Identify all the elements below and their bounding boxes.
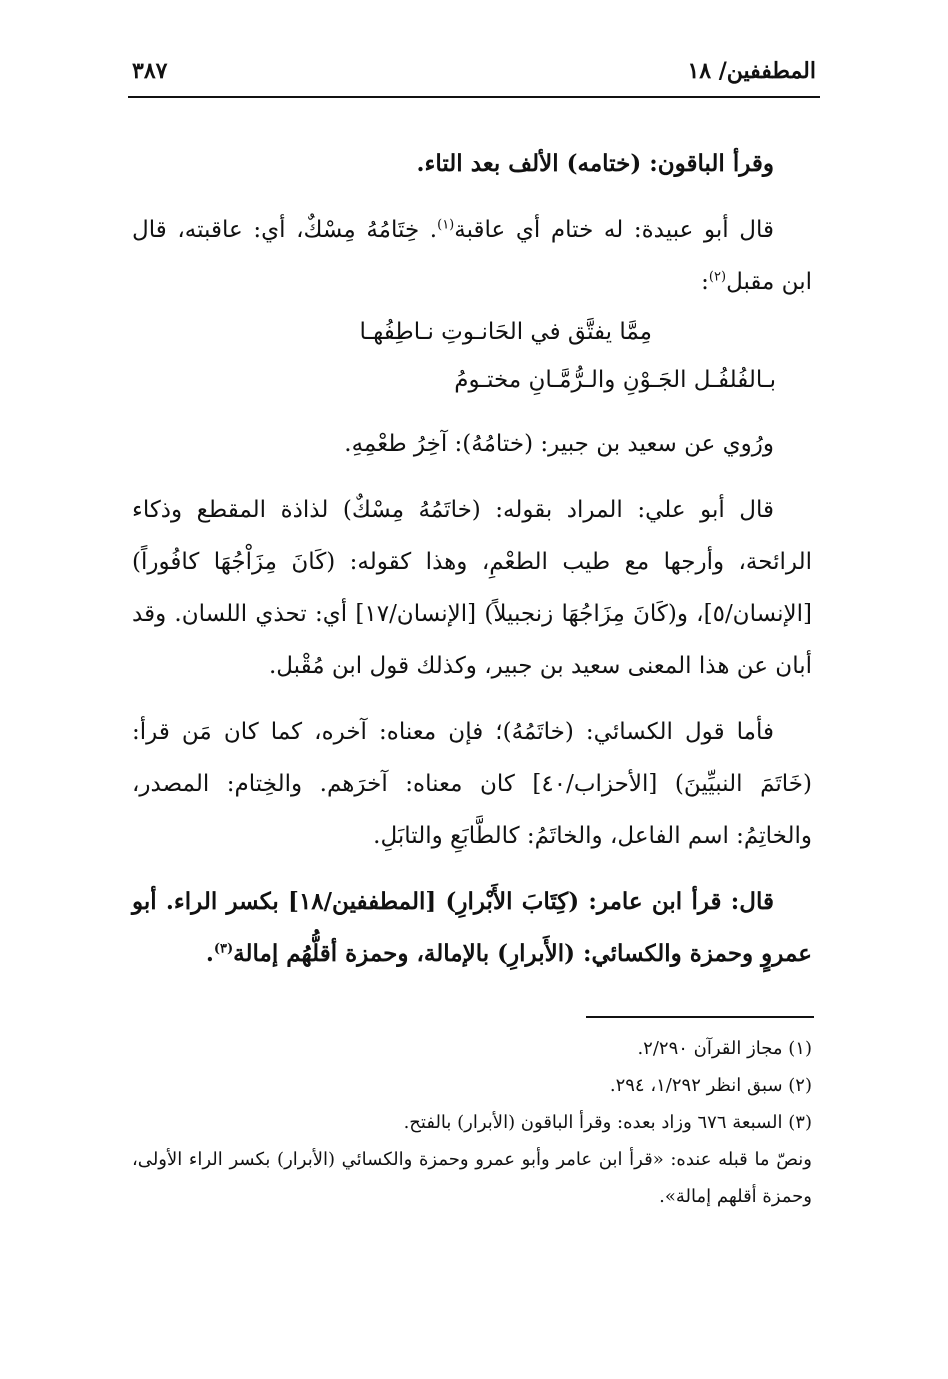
verse-line-2: بـالفُلفُـل الجَـوْنِ والـرُّمَّـانِ مختـومُ <box>454 367 776 393</box>
footnote-1: (١) مجاز القرآن ٢/٢٩٠. <box>637 1038 812 1059</box>
footnote-2: (٢) سبق انظر ١/٢٩٢، ٢٩٤. <box>609 1075 812 1096</box>
footnote-3: (٣) السبعة ٦٧٦ وزاد بعده: وقرأ الباقون (الأبرار) بالفتح. <box>403 1112 812 1133</box>
paragraph-6: قال: قرأ ابن عامر: (كِتَابَ الأَبْرارِ) [المطففين/١٨] بكسر الراء. أبو عمروٍ وحمزة والكسائي: (الأَبرارِ) بالإمالة، وحمزة أقلُّهُم إمالة$^{(٣)}$. <box>132 888 812 967</box>
footnote-ref-2[interactable]: (٢) <box>708 269 727 285</box>
footnote-3-continued: ونصّ ما قبله عنده: «قرأ ابن عامر وأبو عمرو وحمزة والكسائي (الأبرار) بكسر الراء الأولى، وحمزة أقلهم إمالة». <box>132 1149 812 1207</box>
paragraph-4: قال أبو علي: المراد بقوله: (خاتَمُهُ مِسْكٌ) لذاذة المقطع وذكاء الرائحة، وأرجها مع طيب الطعْمِ، وهذا كقوله: (كَانَ مِزَاْجُهَا كافُوراً) [الإنسان/٥]، و(كَانَ مِزَاجُهَا زنجبيلاً) [الإنسان/١٧] أي: تحذي اللسان. وقد أبان عن هذا المعنى سعيد بن جبير، وكذلك قول ابن مُقْبل. <box>132 497 812 679</box>
page-number: ٣٨٧ <box>132 58 168 84</box>
verse-line-1: مِمَّا يفتَّق في الحَانـوتِ نـاطِفُهـا <box>359 319 652 345</box>
footnotes <box>132 1030 812 1215</box>
running-head <box>132 58 816 94</box>
main-text <box>132 138 812 980</box>
surah-reference: المطففين/ ١٨ <box>687 58 816 84</box>
paragraph-2: قال أبو عبيدة: له ختام أي عاقبة$^{(١)}$. خِتَامُهُ مِسْكٌ، أي: عاقبته، قال ابن مقبل$^{(٢)}$: <box>132 217 812 295</box>
paragraph-5: فأما قول الكسائي: (خاتَمُهُ)؛ فإن معناه: آخره، كما كان مَن قرأ: (خَاتَمَ النبيِّينَ) [الأحزاب/٤٠] كان معناه: آخرَهم. والخِتام: المصدر، والخاتِمُ: اسم الفاعل، والخاتَمُ: كالطَّابَعِ والتابَلِ. <box>132 719 812 849</box>
paragraph-3: ورُوي عن سعيد بن جبير: (ختامُهُ): آخِرُ طعْمِهِ. <box>344 431 774 457</box>
footnote-rule <box>586 1016 814 1018</box>
footnote-ref-3[interactable]: (٣) <box>213 941 234 957</box>
footnote-ref-1[interactable]: (١) <box>437 217 455 233</box>
paragraph-1: وقرأ الباقون: (ختامه) الألف بعد التاء. <box>416 150 774 177</box>
header-rule <box>128 96 820 98</box>
